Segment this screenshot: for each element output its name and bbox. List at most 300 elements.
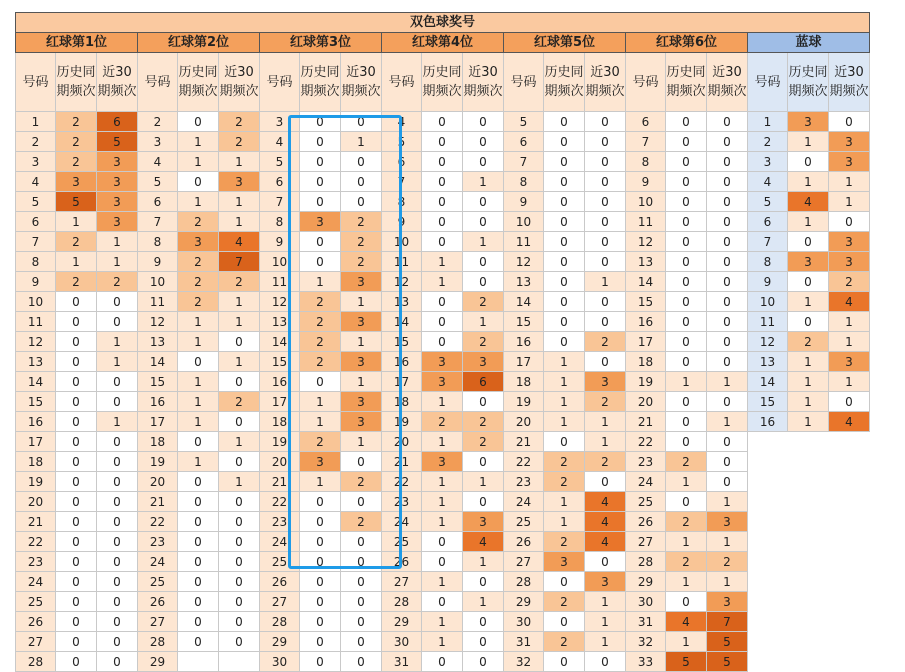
ball-number-cell: 21: [260, 472, 300, 492]
history-frequency-cell: 0: [178, 572, 219, 592]
table-row: [16, 512, 870, 532]
recent30-frequency-cell: 1: [219, 432, 260, 452]
ball-number-cell: 3: [260, 112, 300, 132]
recent30-frequency-cell: 0: [585, 312, 626, 332]
history-frequency-cell: 1: [300, 392, 341, 412]
table-row: [16, 572, 870, 592]
ball-number-cell: 10: [138, 272, 178, 292]
recent30-frequency-cell: 0: [707, 252, 748, 272]
lottery-frequency-table-wrap: [15, 12, 870, 672]
recent30-frequency-cell: 0: [341, 492, 382, 512]
recent30-frequency-cell: 0: [585, 212, 626, 232]
ball-number-cell: 4: [260, 132, 300, 152]
history-frequency-cell: 0: [666, 312, 707, 332]
recent30-frequency-cell: 3: [829, 152, 870, 172]
ball-number-cell: 15: [138, 372, 178, 392]
empty-cell: [748, 472, 788, 492]
history-frequency-cell: 0: [300, 532, 341, 552]
history-frequency-cell: 0: [56, 332, 97, 352]
ball-number-cell: 29: [382, 612, 422, 632]
recent30-frequency-cell: 1: [463, 172, 504, 192]
ball-number-cell: 4: [16, 172, 56, 192]
recent30-frequency-cell: 0: [219, 332, 260, 352]
ball-number-cell: 12: [382, 272, 422, 292]
history-frequency-cell: 0: [56, 472, 97, 492]
history-frequency-cell: 0: [544, 212, 585, 232]
ball-number-cell: 28: [16, 652, 56, 672]
recent30-frequency-cell: 0: [463, 252, 504, 272]
empty-cell: [788, 552, 829, 572]
ball-number-cell: 16: [504, 332, 544, 352]
recent30-frequency-cell: 7: [707, 612, 748, 632]
subheader-recent: 近30期频次: [341, 53, 382, 112]
ball-number-cell: 11: [748, 312, 788, 332]
ball-number-cell: 4: [382, 112, 422, 132]
recent30-frequency-cell: 3: [463, 512, 504, 532]
subheader-number: 号码: [16, 53, 56, 112]
history-frequency-cell: 0: [178, 492, 219, 512]
history-frequency-cell: 1: [422, 612, 463, 632]
ball-number-cell: 14: [16, 372, 56, 392]
subheader-number: 号码: [748, 53, 788, 112]
ball-number-cell: 28: [138, 632, 178, 652]
recent30-frequency-cell: 2: [463, 432, 504, 452]
history-frequency-cell: 0: [422, 132, 463, 152]
recent30-frequency-cell: 1: [463, 552, 504, 572]
ball-number-cell: 8: [382, 192, 422, 212]
recent30-frequency-cell: 3: [707, 592, 748, 612]
subheader-recent: 近30期频次: [463, 53, 504, 112]
ball-number-cell: 10: [16, 292, 56, 312]
ball-number-cell: 5: [138, 172, 178, 192]
ball-number-cell: 28: [626, 552, 666, 572]
ball-number-cell: 7: [504, 152, 544, 172]
subheader-number: 号码: [138, 53, 178, 112]
history-frequency-cell: 0: [300, 552, 341, 572]
history-frequency-cell: 1: [544, 352, 585, 372]
subheader-recent: 近30期频次: [219, 53, 260, 112]
ball-number-cell: 15: [382, 332, 422, 352]
history-frequency-cell: 3: [300, 452, 341, 472]
history-frequency-cell: 0: [544, 132, 585, 152]
ball-number-cell: 24: [260, 532, 300, 552]
history-frequency-cell: 4: [788, 192, 829, 212]
recent30-frequency-cell: 1: [97, 352, 138, 372]
history-frequency-cell: 0: [544, 112, 585, 132]
history-frequency-cell: 1: [544, 412, 585, 432]
history-frequency-cell: 3: [300, 212, 341, 232]
recent30-frequency-cell: 0: [585, 252, 626, 272]
ball-number-cell: 16: [382, 352, 422, 372]
ball-number-cell: 12: [138, 312, 178, 332]
recent30-frequency-cell: 1: [341, 292, 382, 312]
ball-number-cell: 11: [382, 252, 422, 272]
recent30-frequency-cell: 0: [97, 512, 138, 532]
history-frequency-cell: 0: [544, 652, 585, 672]
recent30-frequency-cell: 3: [341, 412, 382, 432]
ball-number-cell: 30: [626, 592, 666, 612]
ball-number-cell: 15: [16, 392, 56, 412]
history-frequency-cell: 1: [178, 372, 219, 392]
ball-number-cell: 18: [138, 432, 178, 452]
history-frequency-cell: 0: [422, 152, 463, 172]
recent30-frequency-cell: 0: [97, 532, 138, 552]
recent30-frequency-cell: 0: [707, 312, 748, 332]
recent30-frequency-cell: 4: [463, 532, 504, 552]
ball-number-cell: 3: [16, 152, 56, 172]
history-frequency-cell: 0: [178, 612, 219, 632]
ball-number-cell: 9: [16, 272, 56, 292]
history-frequency-cell: 0: [56, 392, 97, 412]
ball-number-cell: 15: [504, 312, 544, 332]
history-frequency-cell: 2: [56, 152, 97, 172]
ball-number-cell: 21: [138, 492, 178, 512]
recent30-frequency-cell: 0: [97, 632, 138, 652]
ball-number-cell: 11: [138, 292, 178, 312]
ball-number-cell: 4: [748, 172, 788, 192]
empty-cell: [829, 572, 870, 592]
history-frequency-cell: 0: [56, 512, 97, 532]
recent30-frequency-cell: 0: [97, 592, 138, 612]
recent30-frequency-cell: [219, 652, 260, 672]
ball-number-cell: 21: [504, 432, 544, 452]
recent30-frequency-cell: 2: [829, 272, 870, 292]
recent30-frequency-cell: 3: [219, 172, 260, 192]
ball-number-cell: 2: [138, 112, 178, 132]
recent30-frequency-cell: 1: [219, 192, 260, 212]
empty-cell: [829, 472, 870, 492]
ball-number-cell: 22: [260, 492, 300, 512]
recent30-frequency-cell: 1: [829, 312, 870, 332]
ball-number-cell: 7: [138, 212, 178, 232]
recent30-frequency-cell: 0: [707, 292, 748, 312]
history-frequency-cell: 0: [544, 272, 585, 292]
recent30-frequency-cell: 2: [707, 552, 748, 572]
history-frequency-cell: 0: [788, 152, 829, 172]
ball-number-cell: 20: [626, 392, 666, 412]
recent30-frequency-cell: 3: [341, 312, 382, 332]
history-frequency-cell: 2: [422, 412, 463, 432]
empty-cell: [788, 652, 829, 672]
recent30-frequency-cell: 0: [341, 532, 382, 552]
ball-number-cell: 11: [504, 232, 544, 252]
history-frequency-cell: 5: [666, 652, 707, 672]
history-frequency-cell: 0: [56, 652, 97, 672]
ball-number-cell: 24: [16, 572, 56, 592]
ball-number-cell: 15: [748, 392, 788, 412]
ball-number-cell: 27: [138, 612, 178, 632]
recent30-frequency-cell: 3: [707, 512, 748, 532]
table-row: [16, 492, 870, 512]
ball-number-cell: 6: [16, 212, 56, 232]
ball-number-cell: 13: [504, 272, 544, 292]
recent30-frequency-cell: 6: [97, 112, 138, 132]
empty-cell: [788, 532, 829, 552]
recent30-frequency-cell: 0: [219, 592, 260, 612]
subheader-history: 历史同期频次: [666, 53, 707, 112]
ball-number-cell: 7: [382, 172, 422, 192]
history-frequency-cell: 0: [300, 132, 341, 152]
ball-number-cell: 24: [626, 472, 666, 492]
history-frequency-cell: 2: [178, 212, 219, 232]
ball-number-cell: 29: [260, 632, 300, 652]
history-frequency-cell: 3: [788, 252, 829, 272]
ball-number-cell: 25: [504, 512, 544, 532]
ball-number-cell: 18: [626, 352, 666, 372]
table-row: [16, 472, 870, 492]
history-frequency-cell: 1: [422, 392, 463, 412]
ball-number-cell: 9: [382, 212, 422, 232]
history-frequency-cell: 0: [666, 592, 707, 612]
history-frequency-cell: 1: [422, 632, 463, 652]
ball-number-cell: 30: [260, 652, 300, 672]
ball-number-cell: 15: [260, 352, 300, 372]
history-frequency-cell: 1: [544, 492, 585, 512]
empty-cell: [788, 592, 829, 612]
ball-number-cell: 25: [382, 532, 422, 552]
table-row: [16, 252, 870, 272]
recent30-frequency-cell: 0: [707, 472, 748, 492]
ball-number-cell: 23: [138, 532, 178, 552]
ball-number-cell: 18: [504, 372, 544, 392]
recent30-frequency-cell: 1: [585, 592, 626, 612]
recent30-frequency-cell: 1: [707, 412, 748, 432]
ball-number-cell: 30: [382, 632, 422, 652]
history-frequency-cell: 1: [178, 152, 219, 172]
recent30-frequency-cell: 3: [341, 392, 382, 412]
empty-cell: [829, 592, 870, 612]
recent30-frequency-cell: 2: [97, 272, 138, 292]
ball-number-cell: 12: [626, 232, 666, 252]
group-header-6: 红球第6位: [626, 33, 748, 53]
history-frequency-cell: 3: [544, 552, 585, 572]
recent30-frequency-cell: 2: [219, 112, 260, 132]
table-row: [16, 652, 870, 672]
ball-number-cell: 6: [260, 172, 300, 192]
ball-number-cell: 8: [626, 152, 666, 172]
history-frequency-cell: 0: [544, 252, 585, 272]
recent30-frequency-cell: 2: [463, 292, 504, 312]
ball-number-cell: 5: [748, 192, 788, 212]
history-frequency-cell: 0: [666, 172, 707, 192]
ball-number-cell: 11: [626, 212, 666, 232]
recent30-frequency-cell: 0: [707, 192, 748, 212]
table-row: [16, 612, 870, 632]
history-frequency-cell: 0: [56, 292, 97, 312]
empty-cell: [788, 472, 829, 492]
history-frequency-cell: 3: [422, 352, 463, 372]
subheader-history: 历史同期频次: [788, 53, 829, 112]
recent30-frequency-cell: 2: [585, 332, 626, 352]
subheader-recent: 近30期频次: [585, 53, 626, 112]
recent30-frequency-cell: 6: [463, 372, 504, 392]
table-row: [16, 152, 870, 172]
history-frequency-cell: 0: [544, 292, 585, 312]
history-frequency-cell: 0: [666, 352, 707, 372]
ball-number-cell: 5: [382, 132, 422, 152]
recent30-frequency-cell: 0: [585, 172, 626, 192]
ball-number-cell: 28: [260, 612, 300, 632]
table-row: [16, 432, 870, 452]
ball-number-cell: 9: [748, 272, 788, 292]
ball-number-cell: 19: [504, 392, 544, 412]
ball-number-cell: 5: [260, 152, 300, 172]
recent30-frequency-cell: 0: [341, 452, 382, 472]
ball-number-cell: 26: [626, 512, 666, 532]
ball-number-cell: 20: [16, 492, 56, 512]
recent30-frequency-cell: 1: [341, 132, 382, 152]
ball-number-cell: 8: [504, 172, 544, 192]
recent30-frequency-cell: 0: [463, 132, 504, 152]
recent30-frequency-cell: 2: [341, 472, 382, 492]
history-frequency-cell: 0: [178, 592, 219, 612]
history-frequency-cell: 1: [178, 392, 219, 412]
ball-number-cell: 6: [382, 152, 422, 172]
history-frequency-cell: 1: [178, 452, 219, 472]
recent30-frequency-cell: 1: [707, 372, 748, 392]
ball-number-cell: 18: [16, 452, 56, 472]
recent30-frequency-cell: 1: [463, 232, 504, 252]
recent30-frequency-cell: 0: [97, 452, 138, 472]
recent30-frequency-cell: 0: [707, 172, 748, 192]
recent30-frequency-cell: 1: [463, 312, 504, 332]
empty-cell: [788, 452, 829, 472]
recent30-frequency-cell: 1: [707, 532, 748, 552]
recent30-frequency-cell: 2: [463, 412, 504, 432]
recent30-frequency-cell: 0: [463, 492, 504, 512]
recent30-frequency-cell: 1: [341, 432, 382, 452]
ball-number-cell: 14: [748, 372, 788, 392]
ball-number-cell: 10: [626, 192, 666, 212]
history-frequency-cell: 1: [178, 192, 219, 212]
ball-number-cell: 21: [382, 452, 422, 472]
recent30-frequency-cell: 0: [463, 632, 504, 652]
ball-number-cell: 23: [382, 492, 422, 512]
recent30-frequency-cell: 0: [707, 432, 748, 452]
history-frequency-cell: 1: [666, 632, 707, 652]
recent30-frequency-cell: 3: [97, 212, 138, 232]
ball-number-cell: 12: [260, 292, 300, 312]
ball-number-cell: 17: [626, 332, 666, 352]
history-frequency-cell: 0: [544, 612, 585, 632]
history-frequency-cell: 0: [544, 572, 585, 592]
ball-number-cell: 26: [260, 572, 300, 592]
history-frequency-cell: 0: [300, 512, 341, 532]
group-header-4: 红球第4位: [382, 33, 504, 53]
ball-number-cell: 24: [138, 552, 178, 572]
ball-number-cell: 8: [260, 212, 300, 232]
history-frequency-cell: 2: [544, 632, 585, 652]
history-frequency-cell: 0: [178, 512, 219, 532]
recent30-frequency-cell: 4: [585, 492, 626, 512]
recent30-frequency-cell: 1: [219, 152, 260, 172]
empty-cell: [829, 432, 870, 452]
recent30-frequency-cell: 5: [707, 652, 748, 672]
ball-number-cell: 10: [382, 232, 422, 252]
recent30-frequency-cell: 0: [585, 132, 626, 152]
recent30-frequency-cell: 2: [463, 332, 504, 352]
recent30-frequency-cell: 3: [585, 572, 626, 592]
table-row: [16, 212, 870, 232]
recent30-frequency-cell: 0: [341, 612, 382, 632]
ball-number-cell: 31: [504, 632, 544, 652]
ball-number-cell: 27: [16, 632, 56, 652]
history-frequency-cell: 1: [544, 372, 585, 392]
ball-number-cell: 28: [382, 592, 422, 612]
empty-cell: [829, 532, 870, 552]
history-frequency-cell: 1: [544, 512, 585, 532]
ball-number-cell: 24: [382, 512, 422, 532]
history-frequency-cell: 3: [56, 172, 97, 192]
history-frequency-cell: 0: [300, 572, 341, 592]
empty-cell: [748, 592, 788, 612]
table-row: [16, 412, 870, 432]
recent30-frequency-cell: 1: [829, 172, 870, 192]
subheader-number: 号码: [382, 53, 422, 112]
history-frequency-cell: 2: [56, 272, 97, 292]
recent30-frequency-cell: 1: [97, 232, 138, 252]
ball-number-cell: 12: [748, 332, 788, 352]
history-frequency-cell: 0: [178, 472, 219, 492]
history-frequency-cell: 2: [544, 452, 585, 472]
recent30-frequency-cell: 0: [707, 112, 748, 132]
ball-number-cell: 16: [16, 412, 56, 432]
history-frequency-cell: 3: [422, 372, 463, 392]
ball-number-cell: 27: [504, 552, 544, 572]
history-frequency-cell: 0: [56, 572, 97, 592]
ball-number-cell: 30: [504, 612, 544, 632]
ball-number-cell: 20: [138, 472, 178, 492]
ball-number-cell: 16: [260, 372, 300, 392]
recent30-frequency-cell: 3: [829, 132, 870, 152]
history-frequency-cell: 0: [788, 312, 829, 332]
history-frequency-cell: 1: [422, 432, 463, 452]
ball-number-cell: 17: [382, 372, 422, 392]
recent30-frequency-cell: 0: [97, 572, 138, 592]
history-frequency-cell: 0: [178, 432, 219, 452]
recent30-frequency-cell: 1: [585, 432, 626, 452]
subheader-history: 历史同期频次: [422, 53, 463, 112]
recent30-frequency-cell: 0: [463, 572, 504, 592]
recent30-frequency-cell: 0: [707, 452, 748, 472]
recent30-frequency-cell: 5: [97, 132, 138, 152]
table-row: [16, 132, 870, 152]
recent30-frequency-cell: 1: [97, 412, 138, 432]
recent30-frequency-cell: 0: [97, 312, 138, 332]
recent30-frequency-cell: 0: [463, 212, 504, 232]
history-frequency-cell: 0: [666, 192, 707, 212]
recent30-frequency-cell: 3: [463, 352, 504, 372]
history-frequency-cell: 1: [666, 572, 707, 592]
empty-cell: [748, 572, 788, 592]
ball-number-cell: 9: [626, 172, 666, 192]
history-frequency-cell: 1: [788, 292, 829, 312]
ball-number-cell: 26: [138, 592, 178, 612]
recent30-frequency-cell: 0: [97, 612, 138, 632]
history-frequency-cell: 1: [788, 372, 829, 392]
table-row: [16, 112, 870, 132]
ball-number-cell: 20: [382, 432, 422, 452]
table-row: [16, 532, 870, 552]
ball-number-cell: 25: [626, 492, 666, 512]
empty-cell: [829, 632, 870, 652]
history-frequency-cell: 1: [422, 572, 463, 592]
recent30-frequency-cell: 1: [463, 472, 504, 492]
group-header-2: 红球第2位: [138, 33, 260, 53]
history-frequency-cell: 0: [56, 552, 97, 572]
recent30-frequency-cell: 0: [219, 552, 260, 572]
empty-cell: [788, 612, 829, 632]
